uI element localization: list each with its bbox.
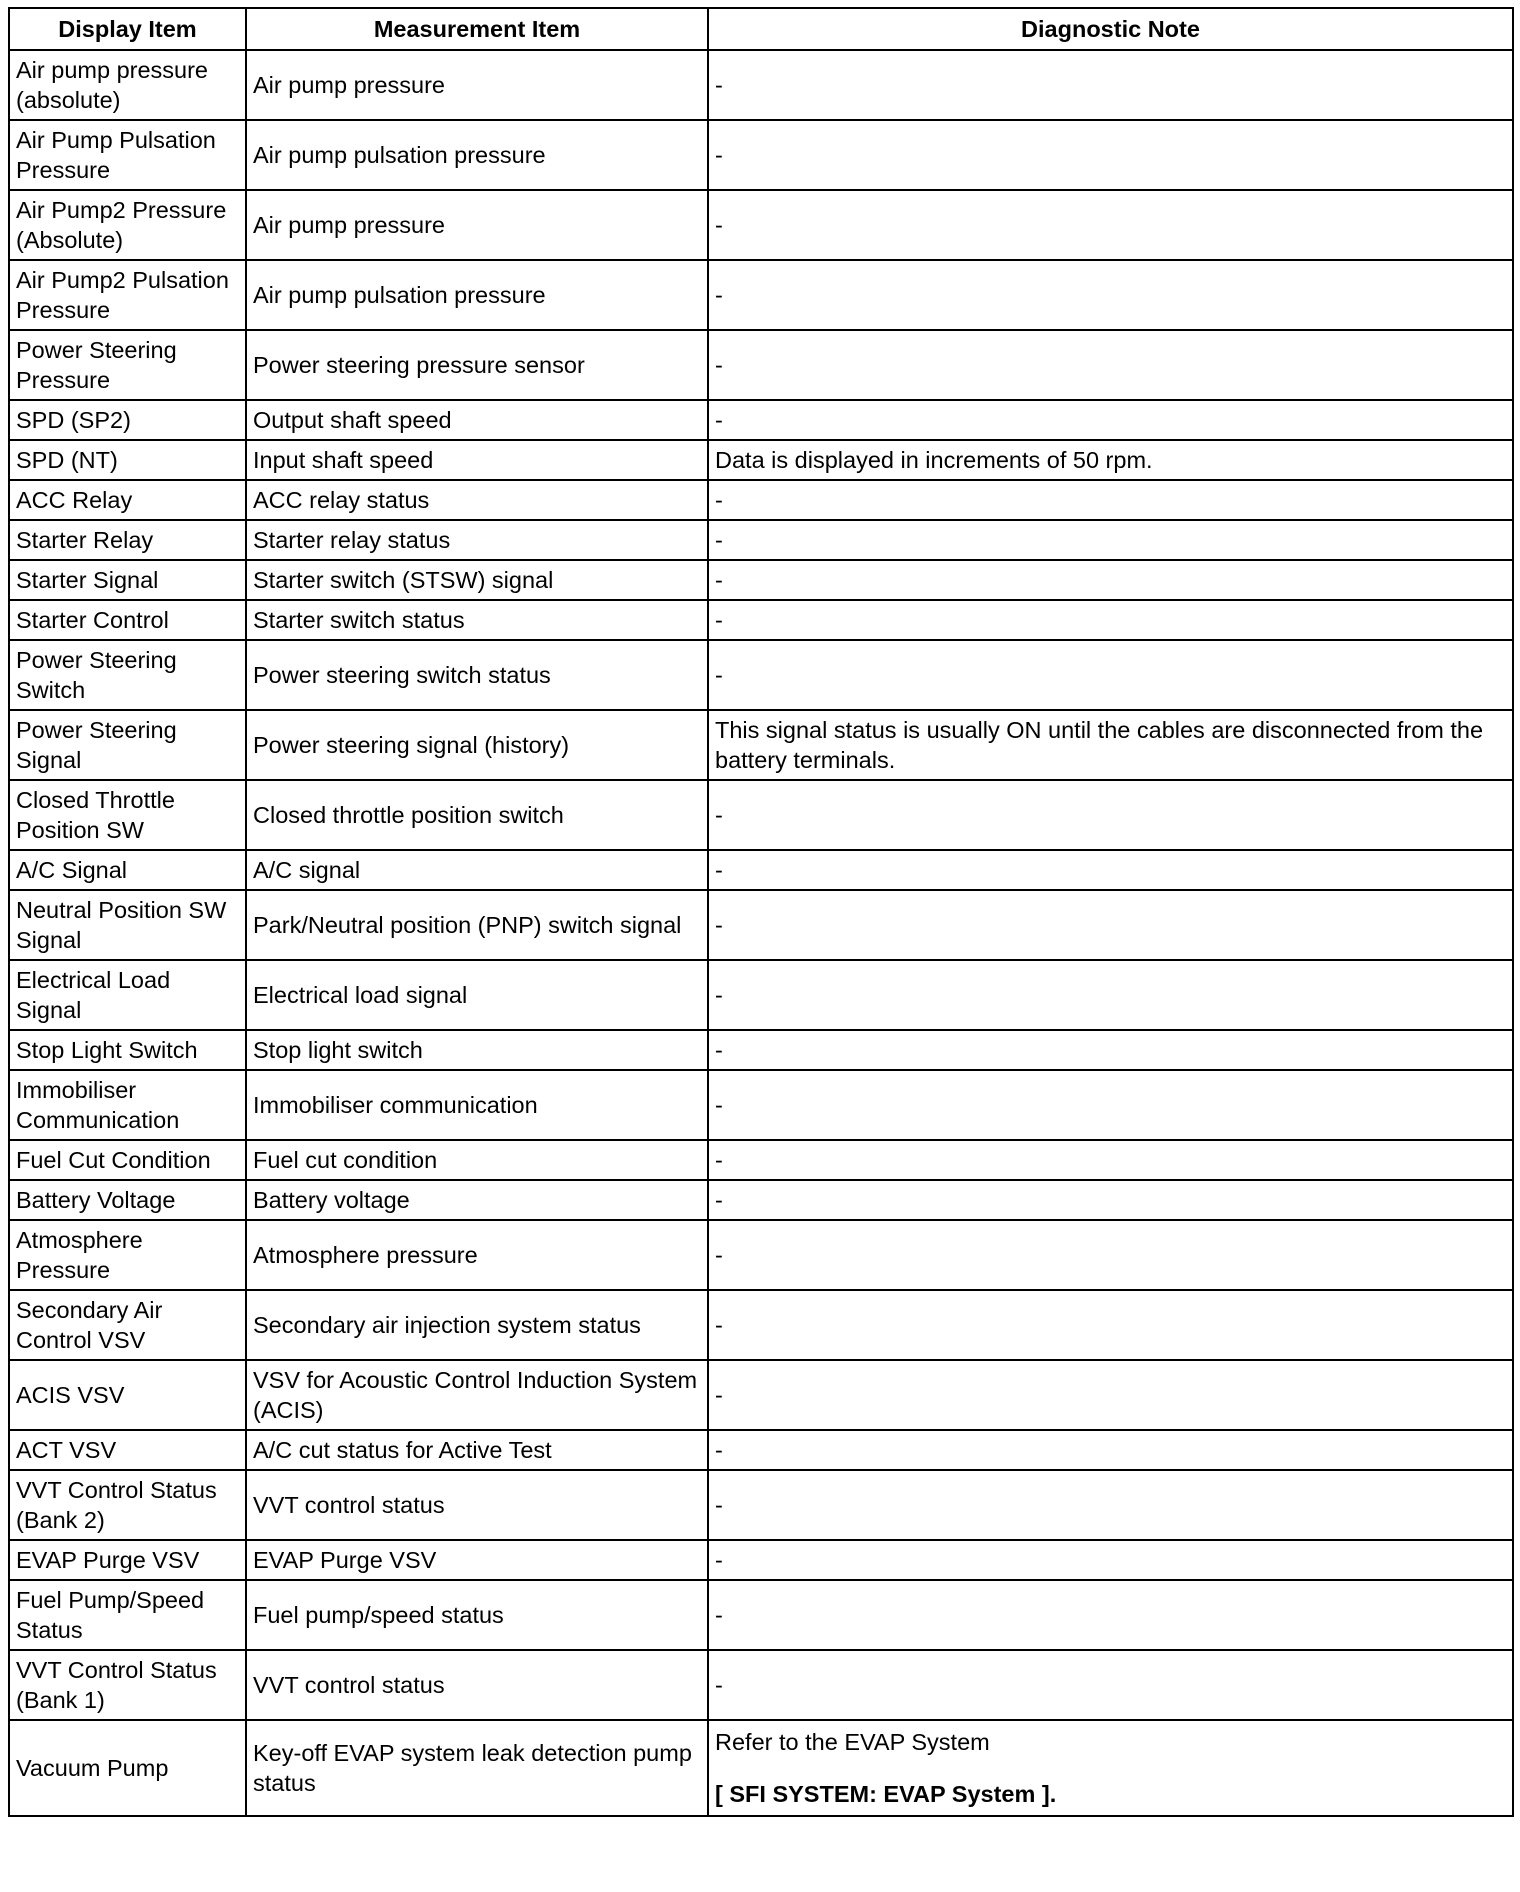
diagnostic-note-text: Refer to the EVAP System [715,1729,990,1755]
measurement-item-cell: Fuel cut condition [246,1140,708,1180]
diagnostic-note-cell: Data is displayed in increments of 50 rpm. [708,440,1513,480]
diagnostic-note-cell: - [708,480,1513,520]
measurement-item-cell: Closed throttle position switch [246,780,708,850]
table-row [9,1360,1513,1430]
data-list-table [8,7,1514,1817]
diagnostic-note-cell: - [708,1220,1513,1290]
table-row [9,120,1513,190]
measurement-item-cell: VVT control status [246,1650,708,1720]
diagnostic-note-cell: - [708,190,1513,260]
table-row [9,890,1513,960]
table-row [9,400,1513,440]
display-item-cell: Secondary Air Control VSV [9,1290,246,1360]
diagnostic-note-cell: - [708,120,1513,190]
measurement-item-cell: Battery voltage [246,1180,708,1220]
diagnostic-note-cell: - [708,400,1513,440]
measurement-item-cell: Air pump pulsation pressure [246,120,708,190]
diagnostic-note-cell: - [708,1030,1513,1070]
measurement-item-cell: Secondary air injection system status [246,1290,708,1360]
display-item-cell: Neutral Position SW Signal [9,890,246,960]
table-row [9,1580,1513,1650]
table-row [9,1470,1513,1540]
display-item-cell: Air pump pressure (absolute) [9,50,246,120]
display-item-cell: Atmosphere Pressure [9,1220,246,1290]
display-item-cell: VVT Control Status (Bank 1) [9,1650,246,1720]
table-row [9,1220,1513,1290]
evap-system-reference-link[interactable]: [ SFI SYSTEM: EVAP System ]. [715,1781,1057,1807]
diagnostic-note-cell: - [708,890,1513,960]
display-item-cell: Vacuum Pump [9,1720,246,1816]
display-item-cell: Starter Signal [9,560,246,600]
display-item-cell: ACC Relay [9,480,246,520]
table-row [9,780,1513,850]
header-diagnostic-note: Diagnostic Note [708,8,1513,50]
diagnostic-note-cell: - [708,640,1513,710]
display-item-cell: EVAP Purge VSV [9,1540,246,1580]
measurement-item-cell: Power steering pressure sensor [246,330,708,400]
diagnostic-note-cell: - [708,1650,1513,1720]
display-item-cell: Closed Throttle Position SW [9,780,246,850]
table-row [9,480,1513,520]
display-item-cell: Power Steering Pressure [9,330,246,400]
display-item-cell: Air Pump2 Pressure (Absolute) [9,190,246,260]
measurement-item-cell: A/C signal [246,850,708,890]
measurement-item-cell: VVT control status [246,1470,708,1540]
header-measurement-item: Measurement Item [246,8,708,50]
display-item-cell: ACT VSV [9,1430,246,1470]
display-item-cell: SPD (SP2) [9,400,246,440]
display-item-cell: Fuel Cut Condition [9,1140,246,1180]
table-row [9,1180,1513,1220]
diagnostic-note-cell: - [708,560,1513,600]
measurement-item-cell: Output shaft speed [246,400,708,440]
table-row [9,710,1513,780]
display-item-cell: Power Steering Signal [9,710,246,780]
diagnostic-note-cell: - [708,1540,1513,1580]
display-item-cell: Starter Relay [9,520,246,560]
display-item-cell: Electrical Load Signal [9,960,246,1030]
display-item-cell: ACIS VSV [9,1360,246,1430]
measurement-item-cell: Power steering signal (history) [246,710,708,780]
display-item-cell: A/C Signal [9,850,246,890]
measurement-item-cell: Park/Neutral position (PNP) switch signal [246,890,708,960]
measurement-item-cell: A/C cut status for Active Test [246,1430,708,1470]
diagnostic-note-cell: - [708,1140,1513,1180]
diagnostic-note-cell: - [708,1290,1513,1360]
table-row [9,330,1513,400]
measurement-item-cell: Input shaft speed [246,440,708,480]
display-item-cell: Starter Control [9,600,246,640]
diagnostic-note-cell: - [708,520,1513,560]
table-row [9,640,1513,710]
diagnostic-note-cell: - [708,960,1513,1030]
display-item-cell: VVT Control Status (Bank 2) [9,1470,246,1540]
display-item-cell: Air Pump Pulsation Pressure [9,120,246,190]
display-item-cell: Stop Light Switch [9,1030,246,1070]
measurement-item-cell: Power steering switch status [246,640,708,710]
diagnostic-note-cell: - [708,1360,1513,1430]
display-item-cell: Fuel Pump/Speed Status [9,1580,246,1650]
diagnostic-note-cell: - [708,1430,1513,1470]
display-item-cell: Immobiliser Communication [9,1070,246,1140]
table-row [9,1140,1513,1180]
measurement-item-cell: ACC relay status [246,480,708,520]
table-row [9,1650,1513,1720]
measurement-item-cell: Air pump pressure [246,190,708,260]
diagnostic-note-cell: - [708,330,1513,400]
data-list-sheet [8,7,1512,1885]
measurement-item-cell: Starter relay status [246,520,708,560]
diagnostic-note-cell: - [708,260,1513,330]
diagnostic-note-cell [708,1720,1513,1816]
measurement-item-cell: Immobiliser communication [246,1070,708,1140]
table-row [9,1540,1513,1580]
display-item-cell: Power Steering Switch [9,640,246,710]
table-row [9,440,1513,480]
diagnostic-note-cell: - [708,1470,1513,1540]
diagnostic-note-cell: - [708,1580,1513,1650]
table-row [9,190,1513,260]
table-body [9,50,1513,1816]
header-display-item: Display Item [9,8,246,50]
measurement-item-cell: EVAP Purge VSV [246,1540,708,1580]
diagnostic-note-cell: - [708,850,1513,890]
table-row [9,850,1513,890]
diagnostic-note-cell: - [708,600,1513,640]
table-row [9,260,1513,330]
measurement-item-cell: Fuel pump/speed status [246,1580,708,1650]
table-row [9,1430,1513,1470]
measurement-item-cell: VSV for Acoustic Control Induction System (ACIS) [246,1360,708,1430]
display-item-cell: Air Pump2 Pulsation Pressure [9,260,246,330]
table-header-row [9,8,1513,50]
table-row [9,1030,1513,1070]
table-row [9,560,1513,600]
diagnostic-note-cell: - [708,780,1513,850]
diagnostic-note-cell: - [708,1180,1513,1220]
measurement-item-cell: Air pump pressure [246,50,708,120]
table-row [9,1720,1513,1816]
table-row [9,50,1513,120]
measurement-item-cell: Air pump pulsation pressure [246,260,708,330]
diagnostic-note-cell: This signal status is usually ON until the cables are disconnected from the battery terminals. [708,710,1513,780]
table-row [9,960,1513,1030]
measurement-item-cell: Starter switch (STSW) signal [246,560,708,600]
measurement-item-cell: Stop light switch [246,1030,708,1070]
measurement-item-cell: Electrical load signal [246,960,708,1030]
diagnostic-note-cell: - [708,1070,1513,1140]
table-row [9,600,1513,640]
display-item-cell: SPD (NT) [9,440,246,480]
diagnostic-note-cell: - [708,50,1513,120]
display-item-cell: Battery Voltage [9,1180,246,1220]
measurement-item-cell: Key-off EVAP system leak detection pump status [246,1720,708,1816]
table-row [9,1070,1513,1140]
measurement-item-cell: Starter switch status [246,600,708,640]
table-row [9,1290,1513,1360]
table-row [9,520,1513,560]
measurement-item-cell: Atmosphere pressure [246,1220,708,1290]
